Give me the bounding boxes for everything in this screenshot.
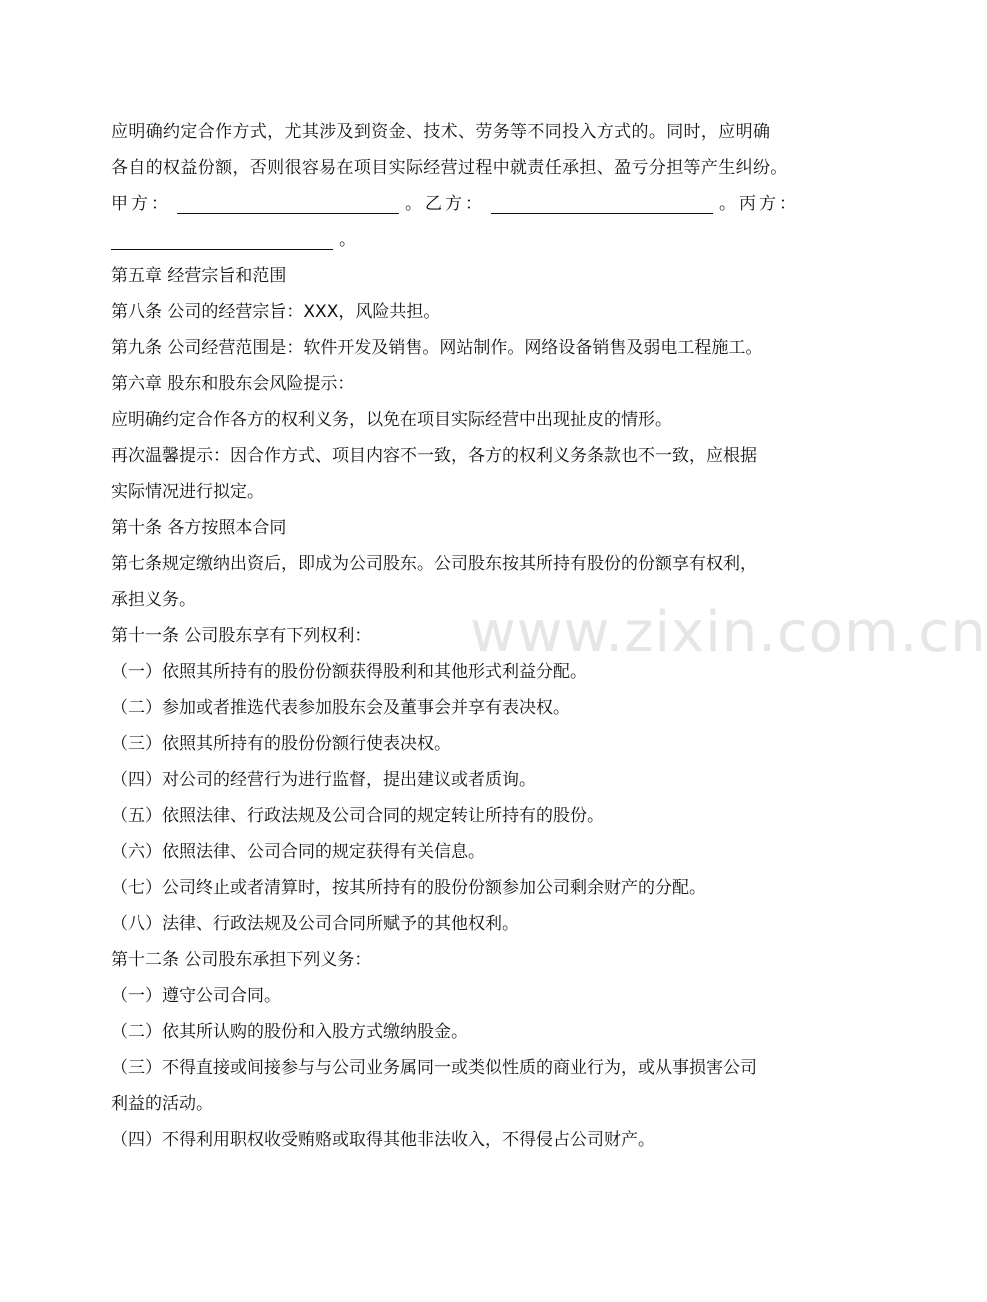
article-line: 第八条 公司的经营宗旨：XXX，风险共担。 bbox=[111, 302, 441, 322]
article-line: 第十二条 公司股东承担下列义务： bbox=[111, 950, 372, 970]
list-item: （一）依照其所持有的股份份额获得股利和其他形式利益分配。 bbox=[111, 662, 587, 682]
paragraph-line: 应明确约定合作方式，尤其涉及到资金、技术、劳务等不同投入方式的。同时，应明确 bbox=[111, 122, 771, 142]
paragraph-line: 第七条规定缴纳出资后，即成为公司股东。公司股东按其所持有股份的份额享有权利， bbox=[111, 554, 757, 574]
list-item: （七）公司终止或者清算时，按其所持有的股份份额参加公司剩余财产的分配。 bbox=[111, 878, 706, 898]
article-line: 第九条 公司经营范围是：软件开发及销售。网站制作。网络设备销售及弱电工程施工。 bbox=[111, 338, 763, 358]
chapter-heading: 第六章 股东和股东会风险提示： bbox=[111, 374, 355, 394]
list-item: 利益的活动。 bbox=[111, 1094, 213, 1114]
list-item: （二）依其所认购的股份和入股方式缴纳股金。 bbox=[111, 1022, 468, 1042]
list-item: （四）对公司的经营行为进行监督，提出建议或者质询。 bbox=[111, 770, 536, 790]
list-item: （三）依照其所持有的股份份额行使表决权。 bbox=[111, 734, 451, 754]
list-item: （八）法律、行政法规及公司合同所赋予的其他权利。 bbox=[111, 914, 519, 934]
paragraph-line: 承担义务。 bbox=[111, 590, 196, 610]
paragraph-line: 再次温馨提示：因合作方式、项目内容不一致，各方的权利义务条款也不一致，应根据 bbox=[111, 446, 757, 466]
document-page bbox=[111, 114, 823, 1158]
party-a-label: 甲方： bbox=[111, 194, 171, 214]
paragraph-line: 实际情况进行拟定。 bbox=[111, 482, 264, 502]
paragraph-line: 各自的权益份额，否则很容易在项目实际经营过程中就责任承担、盈亏分担等产生纠纷。 bbox=[111, 158, 788, 178]
party-b-label: 。乙方： bbox=[405, 194, 485, 214]
watermark: www.zixin.com.cn bbox=[470, 600, 987, 665]
paragraph-line: 应明确约定合作各方的权利义务，以免在项目实际经营中出现扯皮的情形。 bbox=[111, 410, 672, 430]
signature-row bbox=[111, 186, 823, 222]
list-item: （二）参加或者推选代表参加股东会及董事会并享有表决权。 bbox=[111, 698, 570, 718]
list-item: （五）依照法律、行政法规及公司合同的规定转让所持有的股份。 bbox=[111, 806, 604, 826]
list-item: （六）依照法律、公司合同的规定获得有关信息。 bbox=[111, 842, 485, 862]
signature-end: 。 bbox=[339, 230, 356, 250]
chapter-heading: 第五章 经营宗旨和范围 bbox=[111, 266, 287, 286]
article-line: 第十一条 公司股东享有下列权利： bbox=[111, 626, 372, 646]
article-line: 第十条 各方按照本合同 bbox=[111, 518, 287, 538]
list-item: （四）不得利用职权收受贿赂或取得其他非法收入，不得侵占公司财产。 bbox=[111, 1130, 655, 1150]
party-c-label: 。丙方： bbox=[719, 194, 799, 214]
list-item: （三）不得直接或间接参与与公司业务属同一或类似性质的商业行为，或从事损害公司 bbox=[111, 1058, 757, 1078]
party-b-blank[interactable] bbox=[491, 195, 713, 214]
list-item: （一）遵守公司合同。 bbox=[111, 986, 281, 1006]
signature-row-continued bbox=[111, 222, 823, 258]
party-c-blank[interactable] bbox=[111, 231, 333, 250]
party-a-blank[interactable] bbox=[177, 195, 399, 214]
